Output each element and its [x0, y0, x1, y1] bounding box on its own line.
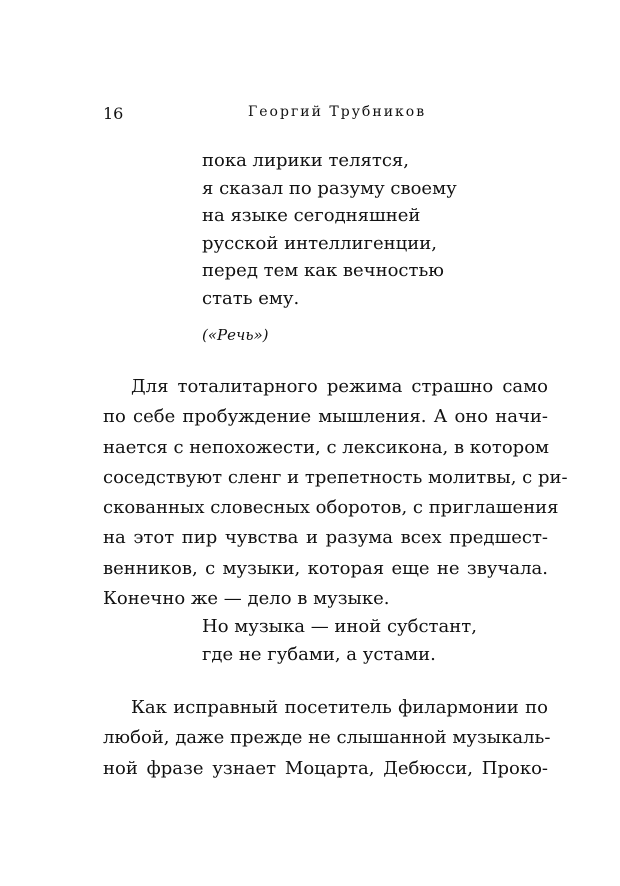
poem-line: я сказал по разуму своему [202, 177, 457, 199]
paragraph-line: венников, с музыки, которая еще не звучала. [103, 557, 548, 579]
poem-line: Но музыка — иной субстант, [202, 616, 477, 637]
paragraph-line: по себе пробуждение мышления. А оно начи- [103, 406, 548, 428]
paragraph-line: Как исправный посетитель филармонии по [131, 697, 548, 718]
paragraph-line: любой, даже прежде не слышанной музыкаль- [103, 727, 551, 749]
paragraph-line: на этот пир чувства и разума всех предшест- [103, 527, 548, 549]
paragraph-1 [103, 372, 568, 614]
paragraph-2 [103, 693, 551, 784]
paragraph-line: скованных словесных оборотов, с приглашения [103, 497, 559, 519]
paragraph-line: нается с непохожести, с лексикона, в котором [103, 436, 550, 458]
poem-line: где не губами, а устами. [202, 643, 436, 665]
page-number: 16 [103, 104, 124, 123]
poem-line: русской интеллигенции, [202, 232, 437, 254]
poem-line: пока лирики телятся, [202, 150, 409, 171]
poem-source: («Речь») [202, 326, 269, 344]
paragraph-line: Конечно же — дело в музыке. [103, 588, 390, 610]
poem-line: на языке сегодняшней [202, 205, 421, 226]
poem-line: стать ему. [202, 287, 300, 309]
paragraph-line: соседствуют сленг и трепетность молитвы, с ри- [103, 466, 568, 488]
paragraph-line: Для тоталитарного режима страшно само [131, 376, 548, 397]
paragraph-line: ной фразе узнает Моцарта, Дебюсси, Проко- [103, 757, 548, 779]
running-head: Георгий Трубников [248, 104, 427, 120]
poem-stanza-1 [202, 147, 457, 312]
poem-line: перед тем как вечностью [202, 260, 444, 281]
poem-stanza-2 [202, 613, 477, 668]
